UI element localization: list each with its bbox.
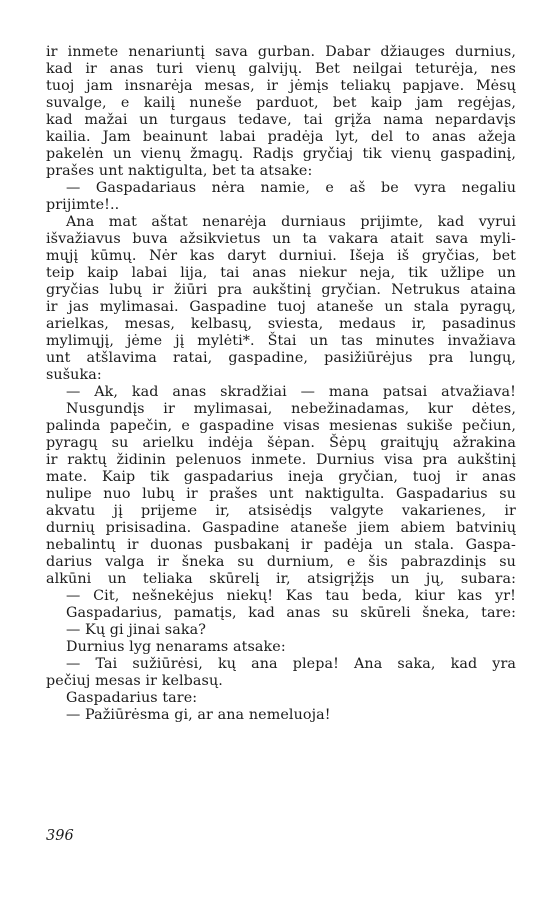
text-line: alkūni un teliaka skūrelį ir, atsigrįžįs un jų, subara: xyxy=(46,571,516,587)
text-line: kad ir anas turi vienų galvijų. Bet neilgai teturėja, nes xyxy=(46,61,516,77)
text-line: kad mažai un turgaus tedave, tai grįža nama nepardavįs xyxy=(46,112,516,128)
text-line: — Kų gi jinai saka? xyxy=(66,622,207,638)
text-line: — Pažiūrėsma gi, ar ana nemeluoja! xyxy=(66,707,331,723)
text-line: ir inmete nenariuntį sava gurban. Dabar džiauges durnius, xyxy=(46,44,516,60)
text-line: — Ak, kad anas skradžiai — mana patsai atvažiava! xyxy=(66,384,516,400)
text-line: — Cit, nešnekėjus niekų! Kas tau beda, kiur kas yr! xyxy=(66,588,516,604)
text-line: durnių prisisadina. Gaspadine ataneše jiem abiem batvinių xyxy=(46,520,516,536)
text-line: — Tai sužiūrėsi, kų ana plepa! Ana saka, kad yra xyxy=(66,656,516,672)
text-line: arielkas, mesas, kelbasų, sviesta, medaus ir, pasadinus xyxy=(46,316,516,332)
text-line: darius valga ir šneka su durnium, e šis pabrazdinįs su xyxy=(46,554,516,570)
text-line: prašes unt naktigulta, bet ta atsake: xyxy=(46,163,313,179)
text-line: Gaspadarius tare: xyxy=(66,690,198,706)
text-line: tuoj jam insnarėja mesas, ir jėmįs teliakų papjave. Mėsų xyxy=(46,78,516,94)
text-line: ir raktų židinin pelenuos inmete. Durnius visa pra aukštinį xyxy=(46,452,516,468)
text-line: — Gaspadariaus nėra namie, e aš be vyra negaliu xyxy=(66,180,516,196)
text-line: nulipe nuo lubų ir prašes unt naktigulta. Gaspadarius su xyxy=(46,486,516,502)
text-line: Ana mat aštat nenarėja durniaus prijimte, kad vyrui xyxy=(66,214,516,230)
text-line: pakelėn un vienų žmagų. Radįs gryčiaj tik vienų gaspadinį, xyxy=(46,146,516,162)
text-line: Gaspadarius, pamatįs, kad anas su skūreli šneka, tare: xyxy=(66,605,516,621)
text-line: mate. Kaip tik gaspadarius ineja gryčian, tuoj ir anas xyxy=(46,469,516,485)
text-line: palinda papečin, e gaspadine visas mesienas sukiše pečiun, xyxy=(46,418,516,434)
text-line: kailia. Jam beainunt labai pradėja lyt, del to anas ažeja xyxy=(46,129,516,145)
text-line: išvažiavus buva ažsikvietus un ta vakara atait sava myli- xyxy=(46,231,516,247)
text-line: nebalintų ir duonas pusbakanį ir padėja un stala. Gaspa- xyxy=(46,537,516,553)
page-text xyxy=(46,44,516,724)
text-line: pečiuj mesas ir kelbasų. xyxy=(46,673,223,689)
text-line: akvatu jį prijeme ir, atsisėdįs valgyte vakarienes, ir xyxy=(46,503,516,519)
page-number: 396 xyxy=(46,828,74,844)
text-line: suvalge, e kailį nuneše parduot, bet kaip jam regėjas, xyxy=(46,95,516,111)
text-line: Nusgundįs ir mylimasai, nebežinadamas, kur dėtes, xyxy=(66,401,516,417)
text-line: unt atšlavima ratai, gaspadine, pasižiūrėjus pra lungų, xyxy=(46,350,516,366)
text-line: sušuka: xyxy=(46,367,102,383)
text-line: Durnius lyg nenarams atsake: xyxy=(66,639,286,655)
text-line: teip kaip labai lija, tai anas niekur neja, tik užlipe un xyxy=(46,265,516,281)
text-line: pyragų su arielku indėja šėpan. Šėpų graitųjų ažrakina xyxy=(46,435,516,451)
text-line: ir jas mylimasai. Gaspadine tuoj ataneše un stala pyragų, xyxy=(46,299,516,315)
text-line: mųjį kūmų. Nėr kas daryt durniui. Išeja iš gryčias, bet xyxy=(46,248,516,264)
text-line: prijimte!.. xyxy=(46,197,120,213)
text-line: gryčias lubų ir žiūri pra aukštinį gryčian. Netrukus ataina xyxy=(46,282,516,298)
text-line: mylimųjį, jėme jį mylėti*. Štai un tas minutes invažiava xyxy=(46,333,516,349)
